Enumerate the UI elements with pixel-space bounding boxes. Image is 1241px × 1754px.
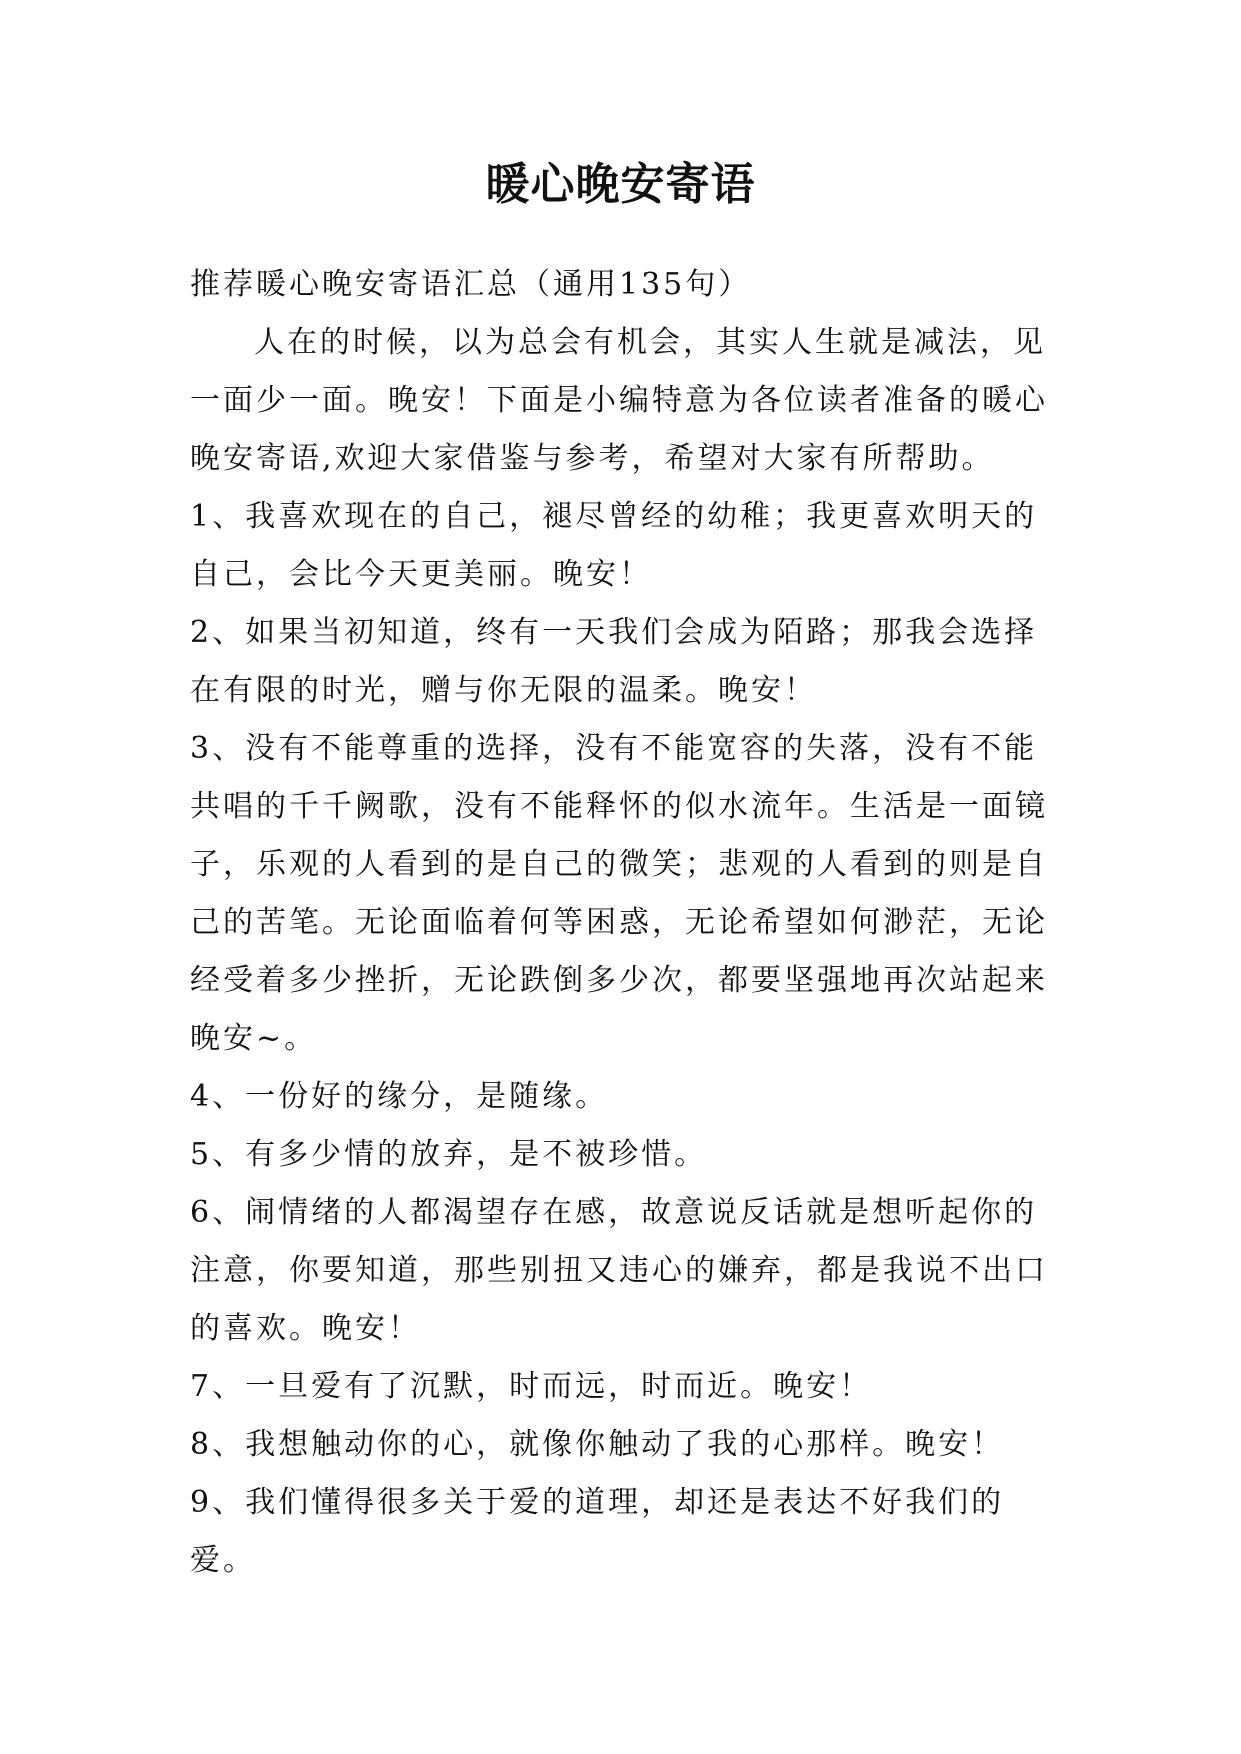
intro-paragraph: 人在的时候，以为总会有机会，其实人生就是减法，见一面少一面。晚安！下面是小编特意为各位读者准备的暖心晚安寄语,欢迎大家借鉴与参考，希望对大家有所帮助。	[190, 325, 1048, 476]
list-item: 4、一份好的缘分，是随缘。	[190, 1079, 609, 1114]
list-item: 7、一旦爱有了沉默，时而远，时而近。晚安！	[190, 1369, 873, 1404]
list-item: 6、闹情绪的人都渴望存在感，故意说反话就是想听起你的注意，你要知道，那些别扭又违心的嫌弃，都是我说不出口的喜欢。晚安！	[190, 1195, 1048, 1346]
document-subtitle: 推荐暖心晚安寄语汇总（通用135句）	[190, 267, 752, 302]
document-body	[190, 256, 1070, 1590]
list-item: 1、我喜欢现在的自己，褪尽曾经的幼稚；我更喜欢明天的自己，会比今天更美丽。晚安！	[190, 499, 1038, 592]
list-item: 3、没有不能尊重的选择，没有不能宽容的失落，没有不能共唱的千千阙歌，没有不能释怀的似水流年。生活是一面镜子，乐观的人看到的是自己的微笑；悲观的人看到的则是自己的苦笔。无论面临着何等困惑，无论希望如何渺茫，无论经受着多少挫折，无论跌倒多少次，都要坚强地再次站起来晚安~。	[190, 731, 1048, 1056]
list-item: 9、我们懂得很多关于爱的道理，却还是表达不好我们的爱。	[190, 1485, 1005, 1578]
list-item: 8、我想触动你的心，就像你触动了我的心那样。晚安！	[190, 1427, 1005, 1462]
list-item: 2、如果当初知道，终有一天我们会成为陌路；那我会选择在有限的时光，赠与你无限的温柔。晚安！	[190, 615, 1038, 708]
list-item: 5、有多少情的放弃，是不被珍惜。	[190, 1137, 708, 1172]
document-title: 暖心晚安寄语	[485, 159, 756, 210]
